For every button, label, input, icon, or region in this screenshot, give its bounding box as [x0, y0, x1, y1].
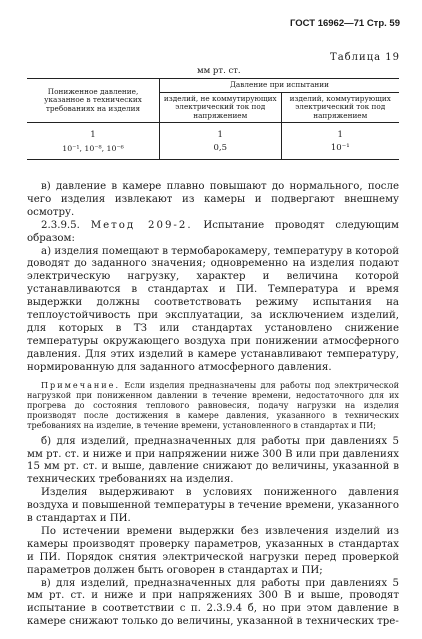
col1-header: Пониженное давление, указанное в технических требованиях на изделия: [27, 79, 160, 123]
paragraph: а) изделия помещают в термобарокамеру, температуру в которой доводят до заданного значения; одновременно на изделия подают электрическую нагрузку, характер и величина которой устанавливаются в стандартах и ПИ. Температура и время выдержки должны соответствовать режиму испытания на теплоустойчивость при эксплуатации, за исключением изделий, для которых в ТЗ или стандартах установлено снижение температуры окружающего воздуха при понижении атмосферного давления. Для этих изделий в камере устанавливают температуру, нормированную для заданного атмосферного давления.: [27, 245, 399, 373]
note: [27, 380, 399, 431]
table-units: мм рт. ст.: [197, 66, 241, 76]
clause-number: 2.3.9.5.: [41, 219, 80, 231]
table-cell: 0,5: [160, 142, 282, 160]
paragraph: Изделия выдерживают в условиях пониженного давления воздуха и повышенной температуры в течение времени, указанного в стандартах и ПИ.: [27, 487, 399, 525]
table-cell: 1: [160, 123, 282, 143]
table-cell: 1: [337, 130, 343, 141]
note-text: Если изделия предназначены для работы под электрической нагрузкой при пониженном давлении в течение времени, недостаточного для их прогрева до состояния теплового равновесия, подачу нагрузки на изделия производят после достижения в камере давления, указанного в технических требованиях на изделие, в течение времени, установленного в стандартах и ПИ;: [27, 379, 399, 431]
page-header: ГОСТ 16962—71 Стр. 59: [289, 18, 400, 29]
table-title: Таблица 19: [330, 52, 400, 63]
paragraph: б) для изделий, предназначенных для работы при давлениях 5 мм рт. ст. и ниже и при напряжении ниже 300 В или при давлениях 15 мм рт. ст. и выше, давление снижают до величины, указанной в технических требованиях на изделия.: [27, 435, 399, 486]
pressure-table: [27, 78, 399, 160]
method-title: Метод 209-2.: [90, 219, 193, 231]
paragraph: По истечении времени выдержки без извлечения изделий из камеры производят проверку параметров, указанных в стандартах и ПИ. Порядок снятия электрической нагрузки перед проверкой параметров должен быть оговорен в стандартах и ПИ;: [27, 525, 399, 576]
group-header: Давление при испытании: [160, 79, 400, 93]
table-cell: 10⁻¹: [281, 142, 399, 160]
table-cell: 1: [27, 123, 160, 143]
document-body: [27, 181, 399, 629]
paragraph-method: [27, 220, 399, 246]
paragraph: в) для изделий, предназначенных для работы при давлениях 5 мм рт. ст. и ниже и при напряжениях 300 В и выше, проводят испытание в соответствии с п. 2.3.9.4 б, но при этом давление в камере снижают только до величины, указанной в технических тре-: [27, 577, 399, 628]
note-label: Примечание.: [41, 379, 121, 390]
paragraph-text: Испытание проводят следующим образом:: [27, 219, 399, 244]
col3-header: изделий, коммутирующих электрический ток под напряжением: [281, 92, 399, 123]
paragraph: в) давление в камере плавно повышают до нормального, после чего изделия извлекают из камеры и подвергают внешнему осмотру.: [27, 181, 399, 218]
col2-header: изделий, не коммутирующих электрический ток под напряжением: [160, 92, 282, 123]
table-cell: 10⁻¹, 10⁻⁸, 10⁻⁶: [27, 142, 160, 160]
